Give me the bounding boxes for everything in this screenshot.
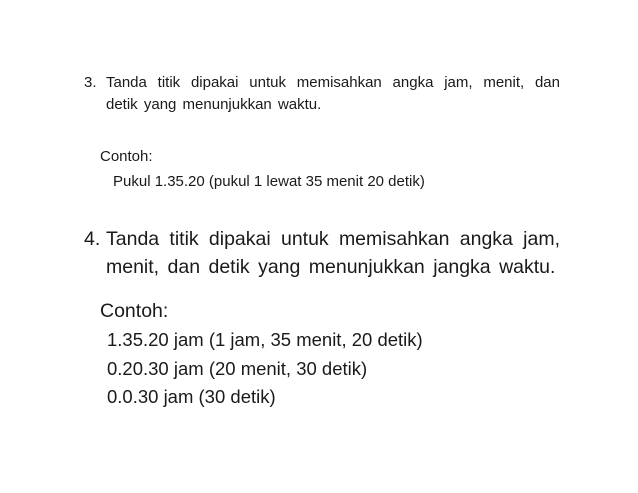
example-4-line-2: 0.20.30 jam (20 menit, 30 detik) (107, 358, 368, 379)
example-3-line-1: Pukul 1.35.20 (pukul 1 lewat 35 menit 20 detik) (113, 173, 425, 190)
rule-item-4 (84, 225, 560, 281)
example-4-line-3: 0.0.30 jam (30 detik) (107, 386, 276, 407)
rule-item-4-body: Tanda titik dipakai untuk memisahkan angka jam, menit, dan detik yang menunjukkan jangka waktu. (106, 228, 560, 278)
rule-item-3-body: Tanda titik dipakai untuk memisahkan angka jam, menit, dan detik yang menunjukkan waktu. (106, 74, 560, 113)
rule-item-3-number: 3. (84, 74, 97, 91)
example-label-3: Contoh: (100, 148, 153, 165)
example-4-line-1: 1.35.20 jam (1 jam, 35 menit, 20 detik) (107, 329, 423, 350)
example-label-4: Contoh: (100, 300, 169, 322)
rule-item-3-text (84, 72, 560, 116)
rule-item-4-number: 4. (84, 228, 101, 250)
rule-item-3 (84, 72, 560, 116)
rule-item-4-text (84, 225, 560, 281)
